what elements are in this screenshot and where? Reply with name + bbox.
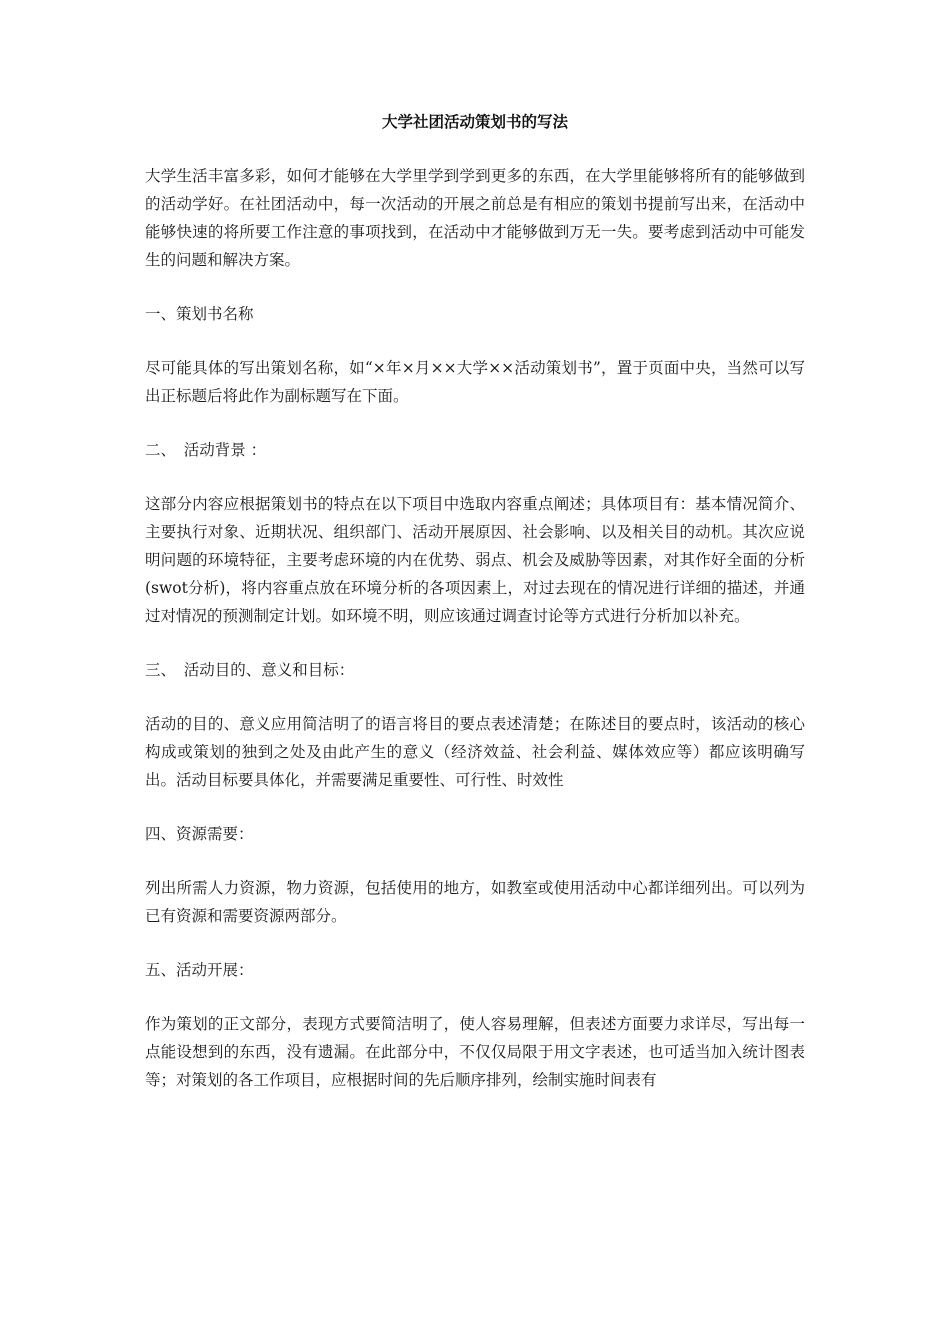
document-title: 大学社团活动策划书的写法 (381, 113, 568, 131)
section-heading-1: 一、策划书名称 (145, 305, 254, 323)
section-heading-3: 三、 活动目的、意义和目标： (145, 661, 355, 679)
section-body-2: 这部分内容应根据策划书的特点在以下项目中选取内容重点阐述；具体项目有：基本情况简介、主要执行对象、近期状况、组织部门、活动开展原因、社会影响、以及相关目的动机。其次应说明问题的环境特征，主要考虑环境的内在优势、弱点、机会及威胁等因素，对其作好全面的分析(swot分析)，将内容重点放在环境分析的各项因素上，对过去现在的情况进行详细的描述，并通过对情况的预测制定计划。如环境不明，则应该通过调查讨论等方式进行分析加以补充。 (145, 495, 805, 625)
intro-paragraph: 大学生活丰富多彩，如何才能够在大学里学到学到更多的东西，在大学里能够将所有的能够做到的活动学好。在社团活动中，每一次活动的开展之前总是有相应的策划书提前写出来，在活动中能够快速的将所要工作注意的事项找到，在活动中才能够做到万无一失。要考虑到活动中可能发生的问题和解决方案。 (145, 167, 805, 269)
section-body-1: 尽可能具体的写出策划名称，如“×年×月××大学××活动策划书”，置于页面中央，当然可以写出正标题后将此作为副标题写在下面。 (145, 359, 805, 405)
section-body-5: 作为策划的正文部分，表现方式要简洁明了，使人容易理解，但表述方面要力求详尽，写出每一点能设想到的东西，没有遗漏。在此部分中，不仅仅局限于用文字表述，也可适当加入统计图表等；对策划的各工作项目，应根据时间的先后顺序排列，绘制实施时间表有 (145, 1015, 805, 1089)
section-heading-4: 四、资源需要： (145, 825, 254, 843)
section-heading-5: 五、活动开展： (145, 961, 254, 979)
document-content (145, 108, 805, 1120)
section-heading-2: 二、 活动背景 ： (145, 441, 267, 459)
section-body-3: 活动的目的、意义应用简洁明了的语言将目的要点表述清楚；在陈述目的要点时，该活动的核心构成或策划的独到之处及由此产生的意义（经济效益、社会利益、媒体效应等）都应该明确写出。活动目标要具体化，并需要满足重要性、可行性、时效性 (145, 715, 805, 789)
section-body-4: 列出所需人力资源，物力资源，包括使用的地方，如教室或使用活动中心都详细列出。可以列为已有资源和需要资源两部分。 (145, 879, 805, 925)
